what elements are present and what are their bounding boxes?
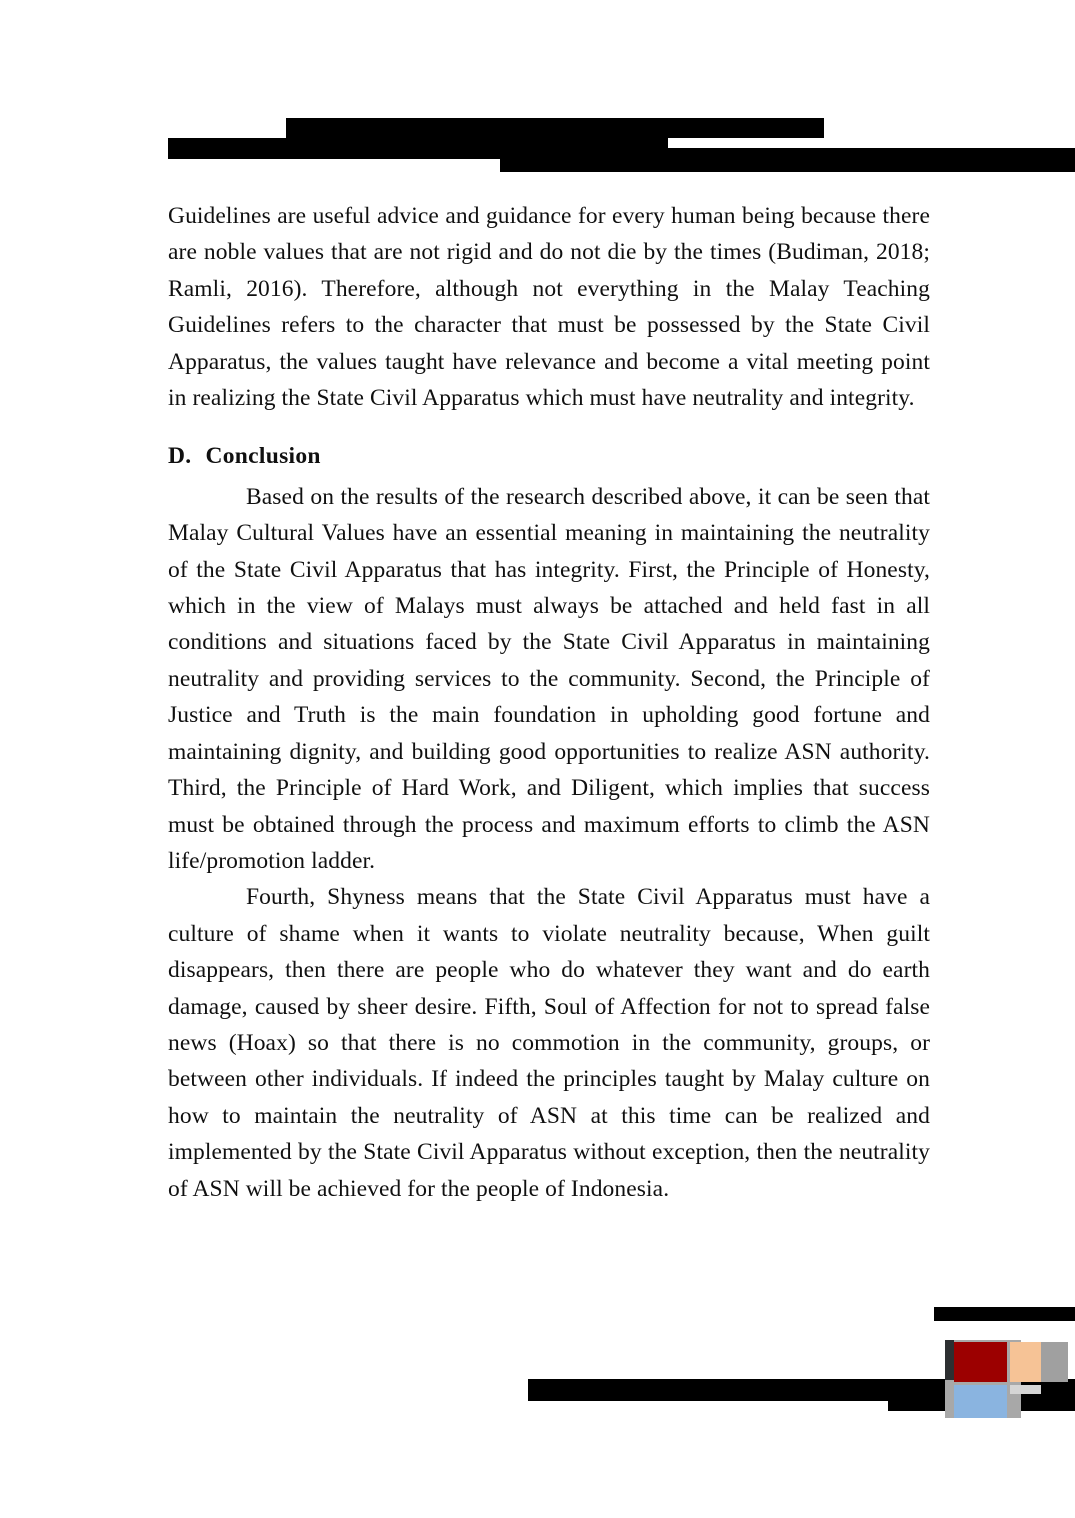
footer-redaction-bar-top xyxy=(934,1307,1075,1321)
logo-gray-square xyxy=(1041,1342,1068,1382)
logo-peach-square xyxy=(1010,1342,1041,1382)
header-redaction-bar-3 xyxy=(500,148,1075,172)
publisher-logo-icon xyxy=(945,1340,1021,1418)
section-title: Conclusion xyxy=(205,443,321,470)
paragraph-conclusion-first: Based on the results of the research described above, it can be seen that Malay Cultural Values have an essential meaning in maintaining the neutrality of the State Civil Apparatus that has integrity. First, the Principle of Honesty, which in the view of Malays must always be attached and held fast in all conditions and situations faced by the State Civil Apparatus in maintaining neutrality and providing services to the community. Second, the Principle of Justice and Truth is the main foundation in upholding good fortune and maintaining dignity, and building good opportunities to realize ASN authority. Third, the Principle of Hard Work, and Diligent, which implies that success must be obtained through the process and maximum efforts to climb the ASN life/promotion ladder. xyxy=(168,483,930,874)
paragraph-guidelines: Guidelines are useful advice and guidance for every human being because there are noble values that are not rigid and do not die by the times (Budiman, 2018; Ramli, 2016). Therefore, although not everything in the Malay Teaching Guidelines refers to the character that must be possessed by the State Civil Apparatus, the values taught have relevance and become a vital meeting point in realizing the State Civil Apparatus which must have neutrality and integrity. xyxy=(168,203,930,412)
page-body xyxy=(168,198,930,1207)
logo-blue-square xyxy=(954,1385,1007,1418)
logo-lightgray-square xyxy=(1010,1385,1041,1394)
paragraph-conclusion-second: Fourth, Shyness means that the State Civil Apparatus must have a culture of shame when it wants to violate neutrality because, When guilt disappears, then there are people who do whatever they want and do earth damage, caused by sheer desire. Fifth, Soul of Affection for not to spread false news (Hoax) so that there is no commotion in the community, groups, or between other individuals. If indeed the principles taught by Malay culture on how to maintain the neutrality of ASN at this time can be realized and implemented by the State Civil Apparatus without exception, then the neutrality of ASN will be achieved for the people of Indonesia. xyxy=(168,884,930,1202)
logo-dark-tab xyxy=(945,1340,954,1380)
section-heading-conclusion xyxy=(168,438,930,474)
section-number: D. xyxy=(168,443,192,470)
logo-red-square xyxy=(954,1342,1007,1382)
header-redaction-bar-1 xyxy=(286,118,824,138)
